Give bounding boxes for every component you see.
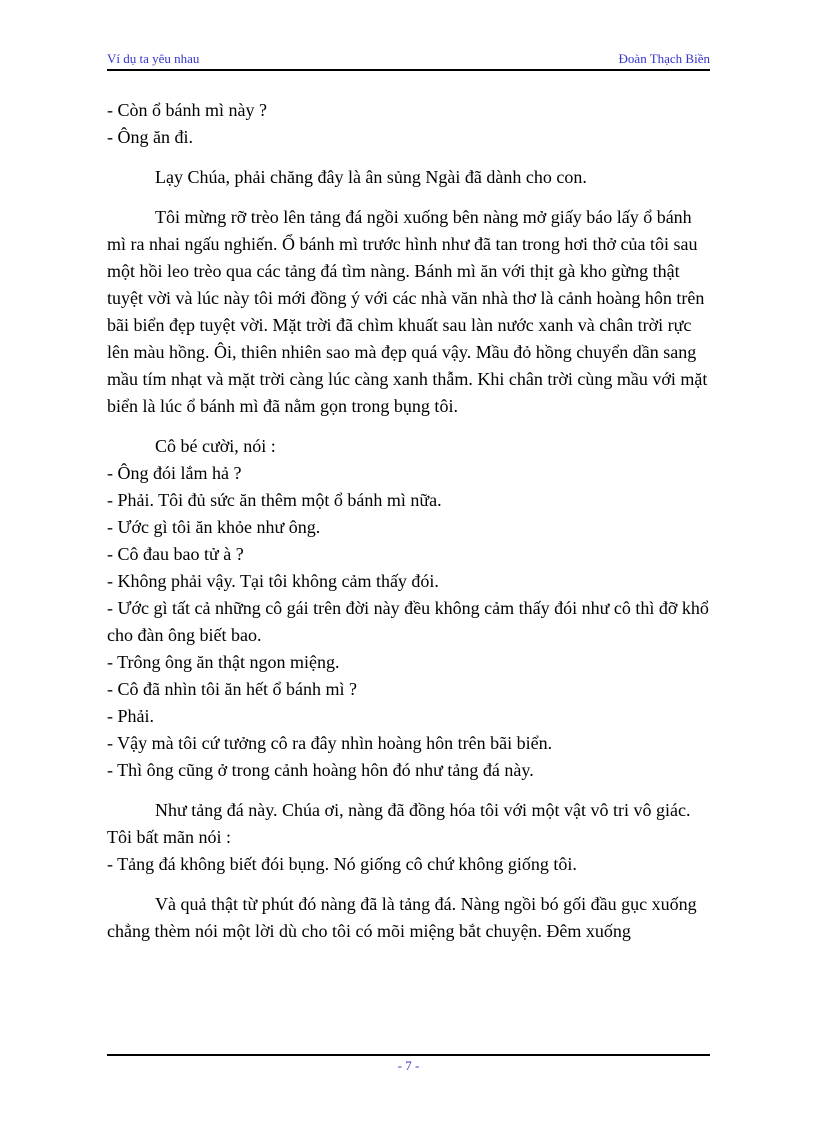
author-name: Đoàn Thạch Biền (618, 51, 710, 66)
paragraph: Như tảng đá này. Chúa ơi, nàng đã đồng hóa tôi với một vật vô tri vô giác. Tôi bất mãn nói : (107, 800, 691, 847)
page-header (107, 51, 710, 71)
paragraph: Tôi mừng rỡ trèo lên tảng đá ngồi xuống bên nàng mở giấy báo lấy ổ bánh mì ra nhai ngấu nghiến. Ổ bánh mì trước hình như đã tan trong hơi thở của tôi sau một hồi leo trèo qua các tảng đá tìm nàng. Bánh mì ăn với thịt gà kho gừng thật tuyệt vời và lúc này tôi mới đồng ý với các nhà văn nhà thơ là cảnh hoàng hôn trên bãi biển đẹp tuyệt vời. Mặt trời đã chìm khuất sau làn nước xanh và chân trời rực lên màu hồng. Ôi, thiên nhiên sao mà đẹp quá vậy. Mầu đỏ hồng chuyển dần sang mầu tím nhạt và mặt trời càng lúc càng xanh thẫm. Khi chân trời cùng mầu với mặt biển là lúc ổ bánh mì đã nằm gọn trong bụng tôi. (107, 207, 708, 416)
dialogue-line: - Ông đói lắm hả ? (107, 463, 242, 483)
footer-divider (107, 1054, 710, 1056)
dialogue-line: - Phải. (107, 706, 154, 726)
dialogue-line: - Vậy mà tôi cứ tưởng cô ra đây nhìn hoàng hôn trên bãi biển. (107, 733, 553, 753)
dialogue-line: - Không phải vậy. Tại tôi không cảm thấy đói. (107, 571, 439, 591)
dialogue-line: - Tảng đá không biết đói bụng. Nó giống cô chứ không giống tôi. (107, 854, 577, 874)
dialogue-line: - Ông ăn đi. (107, 127, 193, 147)
dialogue-line: - Cô đau bao tử à ? (107, 544, 244, 564)
dialogue-line: - Thì ông cũng ở trong cảnh hoàng hôn đó như tảng đá này. (107, 760, 534, 780)
book-title: Ví dụ ta yêu nhau (107, 51, 200, 66)
dialogue-line: - Cô đã nhìn tôi ăn hết ổ bánh mì ? (107, 679, 357, 699)
paragraph: Lạy Chúa, phải chăng đây là ân sủng Ngài đã dành cho con. (155, 167, 587, 187)
dialogue-line: - Ước gì tất cả những cô gái trên đời này đều không cảm thấy đói như cô thì đỡ khổ cho đàn ông biết bao. (107, 598, 709, 645)
paragraph: Cô bé cười, nói : (155, 436, 276, 456)
page-number: - 7 - (397, 1058, 420, 1073)
dialogue-line: - Ước gì tôi ăn khỏe như ông. (107, 517, 321, 537)
paragraph: Và quả thật từ phút đó nàng đã là tảng đá. Nàng ngồi bó gối đầu gục xuống chẳng thèm nói một lời dù cho tôi có mõi miệng bắt chuyện. Đêm xuống (107, 894, 697, 941)
body-text (107, 97, 710, 945)
dialogue-line: - Phải. Tôi đủ sức ăn thêm một ổ bánh mì nữa. (107, 490, 442, 510)
dialogue-line: - Trông ông ăn thật ngon miệng. (107, 652, 340, 672)
dialogue-line: - Còn ổ bánh mì này ? (107, 100, 267, 120)
